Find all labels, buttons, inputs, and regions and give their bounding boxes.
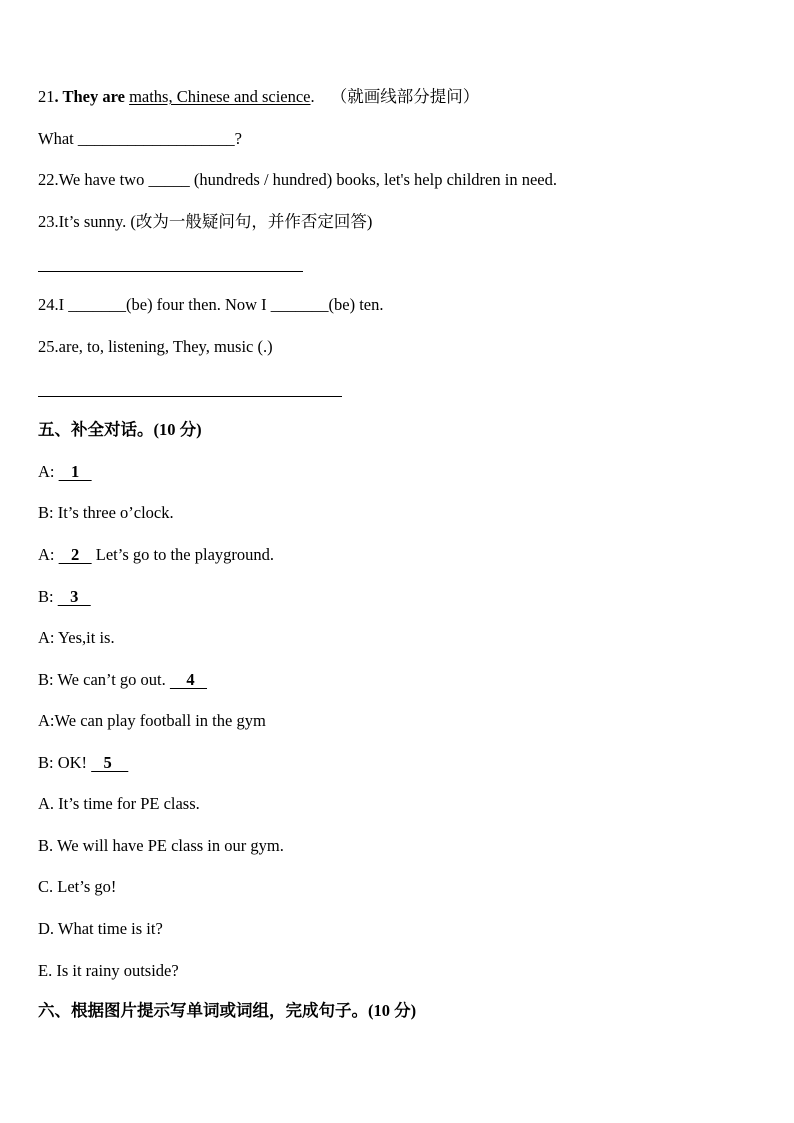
question-24: 24.I _______(be) four then. Now I _______(be) ten. xyxy=(38,295,384,314)
dialogue-speaker: B: xyxy=(38,503,58,522)
question-25: 25.are, to, listening, They, music (.) xyxy=(38,337,273,356)
dialogue-line-6 xyxy=(38,670,207,690)
question-23: 23.It’s sunny. (改为一般疑问句，并作否定回答) xyxy=(38,212,373,231)
dialogue-text: We can’t go out. xyxy=(57,670,170,689)
dialogue-blank-2: 2 xyxy=(58,545,92,564)
dialogue-line-2 xyxy=(38,503,174,523)
dialogue-blank-5: 5 xyxy=(91,753,129,772)
dialogue-speaker: B: xyxy=(38,753,58,772)
dialogue-line-7 xyxy=(38,711,266,731)
question-21-number: 21 xyxy=(38,87,55,106)
dialogue-speaker: A: xyxy=(38,462,59,481)
question-22: 22.We have two _____ (hundreds / hundred) books, let's help children in need. xyxy=(38,170,557,189)
question-21-text-post: . xyxy=(310,87,315,106)
dialogue-speaker: A: xyxy=(38,711,55,730)
option-e: E. Is it rainy outside? xyxy=(38,961,179,980)
section-6-heading: 六、根据图片提示写单词或词组，完成句子。(10 分) xyxy=(38,1001,417,1020)
dialogue-text: OK! xyxy=(57,753,92,772)
option-a: A. It’s time for PE class. xyxy=(38,794,200,813)
question-23-answer-rule xyxy=(38,271,303,272)
dialogue-blank-4: 4 xyxy=(169,670,208,689)
dialogue-line-5 xyxy=(38,628,115,648)
section-5-heading: 五、补全对话。(10 分) xyxy=(38,420,202,439)
dialogue-blank-3: 3 xyxy=(57,587,91,606)
dialogue-text: We can play football in the gym xyxy=(54,711,266,730)
dialogue-speaker: B: xyxy=(38,670,58,689)
question-25-answer-rule xyxy=(38,396,342,397)
dialogue-line-8 xyxy=(38,753,128,773)
dialogue-speaker: A: xyxy=(38,545,59,564)
question-21-instruction: （就画线部分提问） xyxy=(330,87,480,106)
option-c: C. Let’s go! xyxy=(38,877,117,896)
dialogue-speaker: B: xyxy=(38,587,58,606)
dialogue-text: Let’s go to the playground. xyxy=(91,545,275,564)
question-21-text-pre: . They are xyxy=(54,87,130,106)
dialogue-text: It’s three o’clock. xyxy=(57,503,174,522)
dialogue-line-1 xyxy=(38,462,92,482)
option-d: D. What time is it? xyxy=(38,919,163,938)
dialogue-blank-1: 1 xyxy=(58,462,92,481)
question-21-underlined-part: maths, Chinese and science xyxy=(129,87,311,106)
question-21 xyxy=(38,87,479,107)
dialogue-line-4 xyxy=(38,587,91,607)
dialogue-line-3 xyxy=(38,545,274,565)
dialogue-text: Yes,it is. xyxy=(58,628,115,647)
dialogue-speaker: A: xyxy=(38,628,59,647)
question-21-answer-line: What ___________________? xyxy=(38,129,242,148)
option-b: B. We will have PE class in our gym. xyxy=(38,836,284,855)
